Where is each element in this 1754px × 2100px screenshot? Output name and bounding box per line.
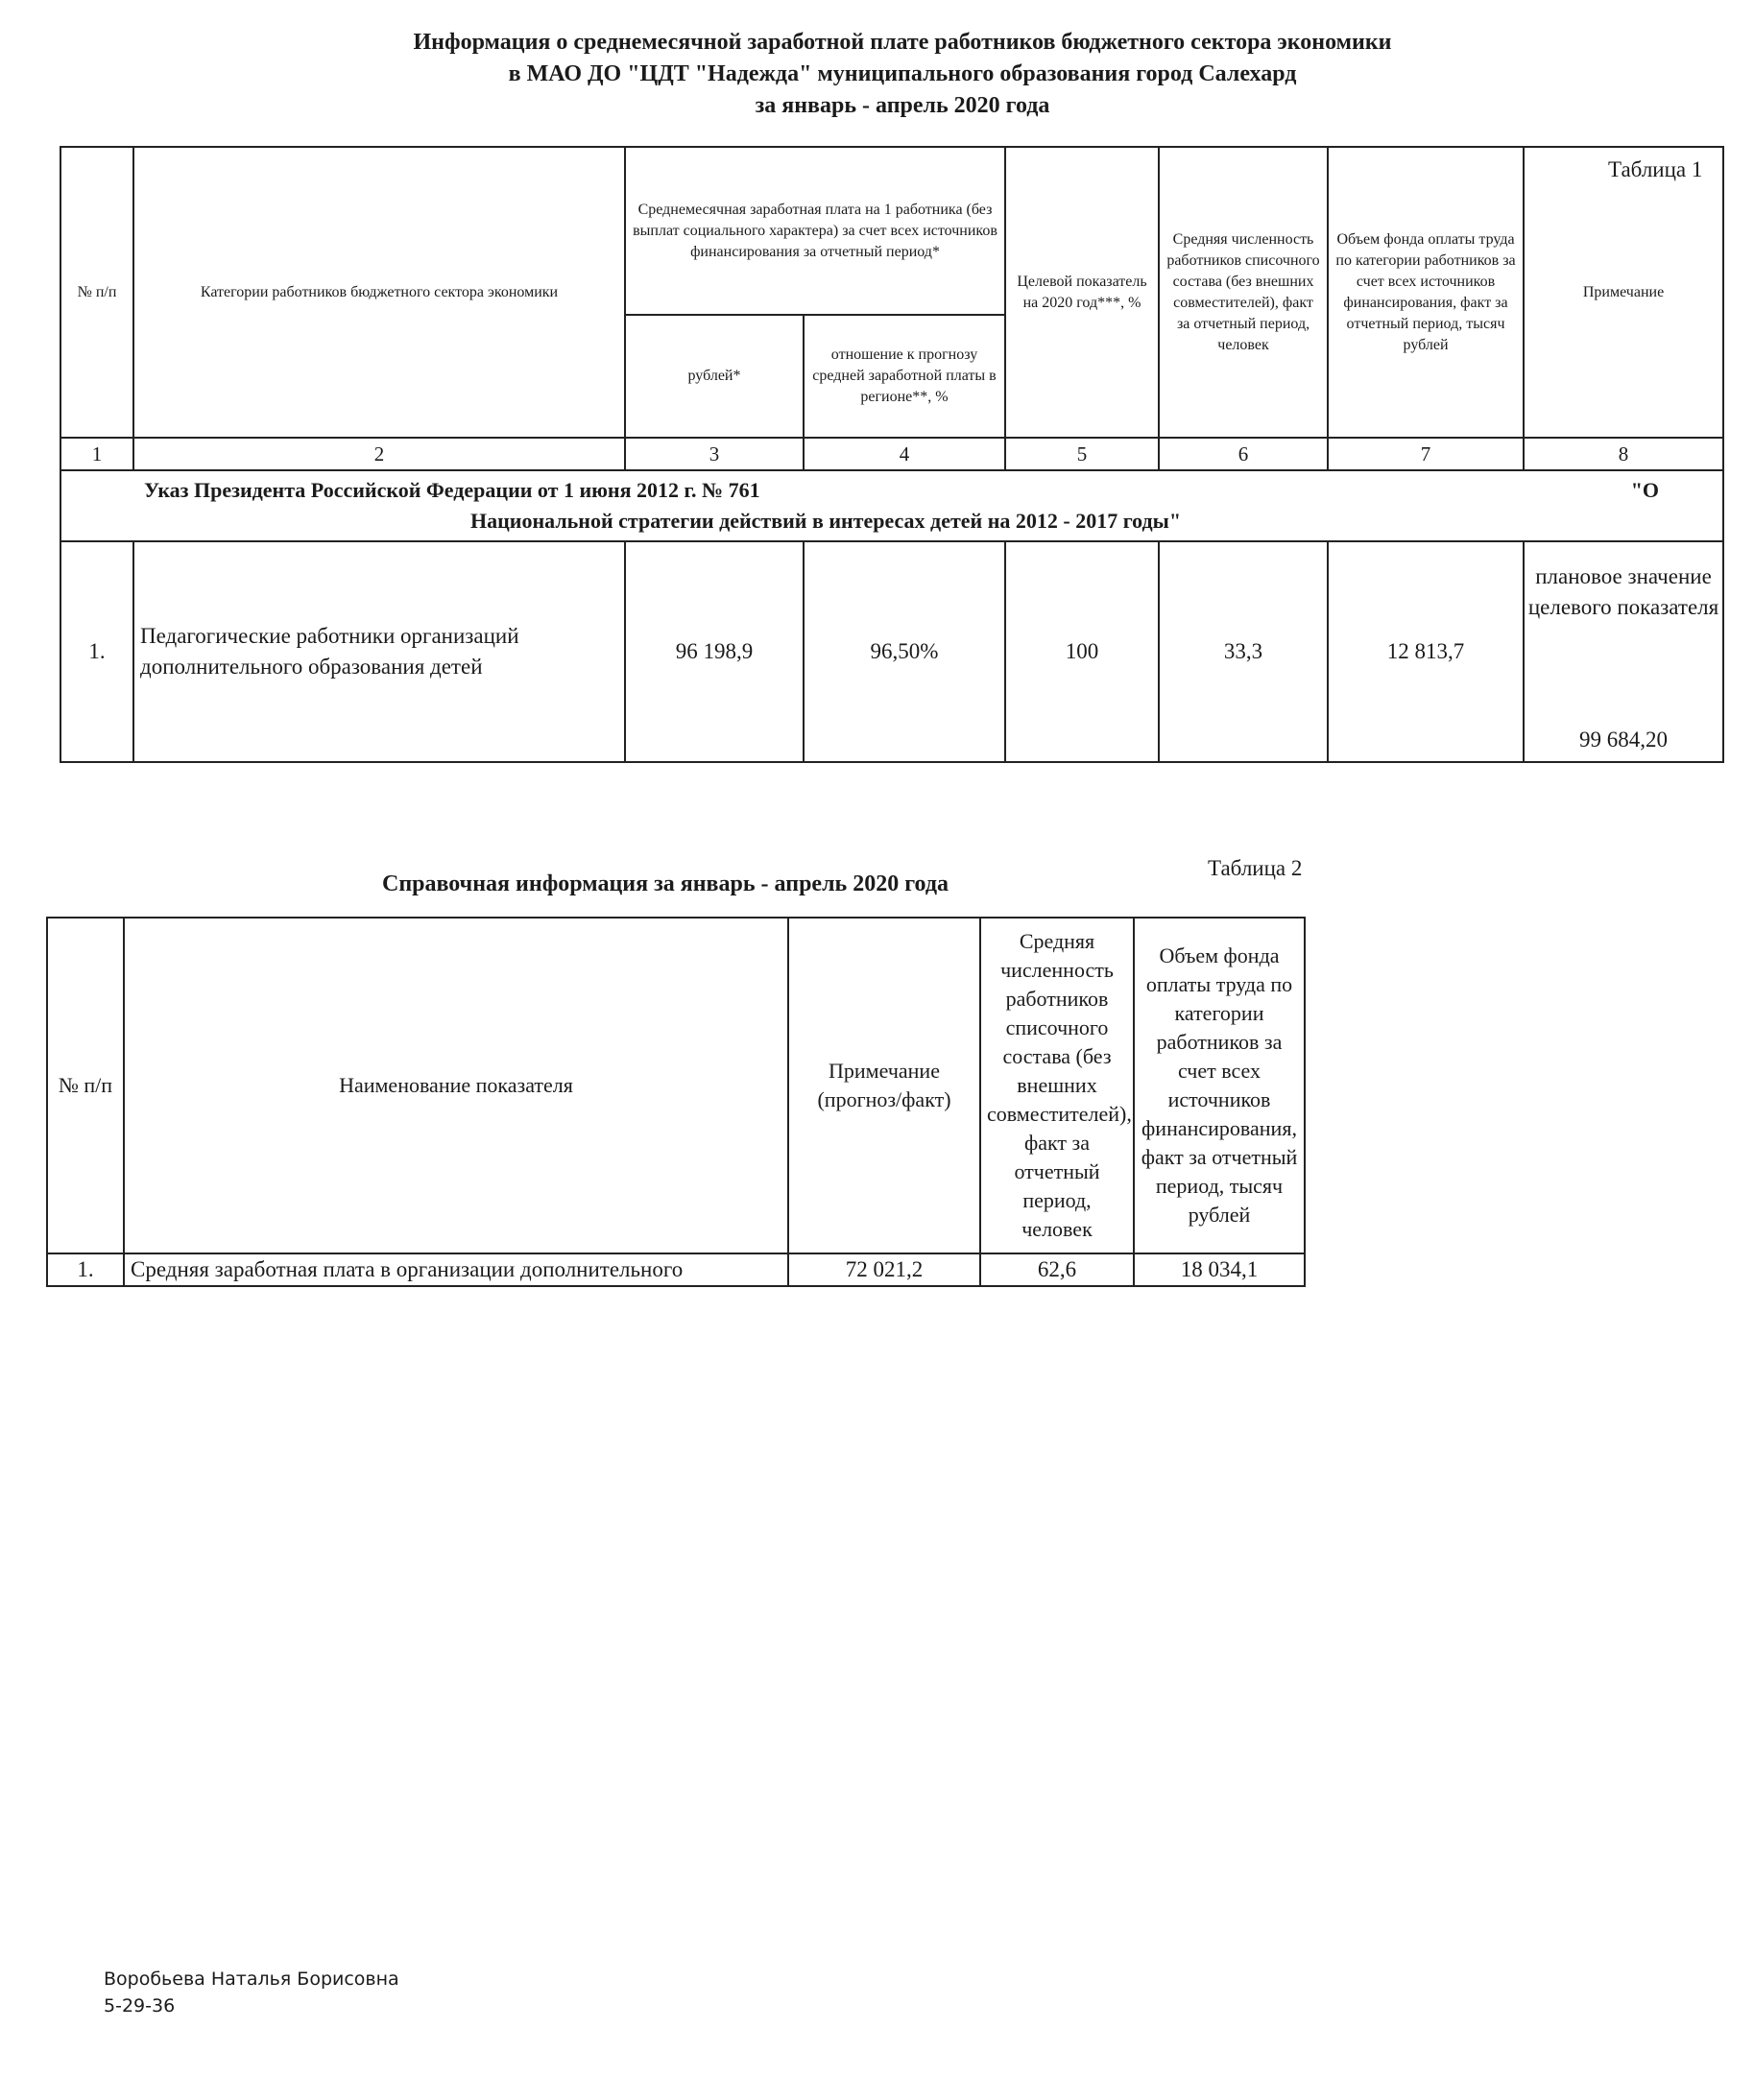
table2-header-headcount: Средняя численность работников списочного состава (без внешних совместителей), факт за отчетный период, человек [980,918,1134,1253]
table2-header-num: № п/п [47,918,124,1253]
footer-name: Воробьева Наталья Борисовна [104,1969,399,1990]
table2-label: Таблица 2 [1208,856,1303,880]
table1-header-ratio: отношение к прогнозу средней заработной платы в регионе**, % [804,315,1005,438]
row-ratio: 96,50% [804,541,1005,762]
table1-header-fund: Объем фонда оплаты труда по категории работников за счет всех источников финансирования, факт за отчетный период, тысяч рублей [1328,147,1524,438]
section-heading-line-2: Национальной стратегии действий в интересах детей на 2012 - 2017 годы" [470,509,1182,533]
row-target: 100 [1005,541,1159,762]
row-note-text: плановое значение целевого показателя [1527,564,1719,619]
table-row [47,1253,1305,1286]
col-number: 7 [1328,438,1524,470]
table1 [60,146,1724,763]
row-note-value: 99 684,20 [1579,728,1669,752]
document-title [278,27,1526,122]
col-number: 3 [625,438,804,470]
col-number: 4 [804,438,1005,470]
col-number: 6 [1159,438,1328,470]
table1-header-avg-salary: Среднемесячная заработная плата на 1 работника (без выплат социального характера) за счет всех источников финансирования за отчетный период* [625,147,1005,315]
footer-contact [104,1966,399,2019]
table1-section-row [60,470,1723,541]
table1-header-category: Категории работников бюджетного сектора экономики [133,147,625,438]
table1-header-num: № п/п [60,147,133,438]
row-note: 72 021,2 [788,1253,980,1286]
row-name: Средняя заработная плата в организации дополнительного [124,1253,788,1286]
table2-header-fund: Объем фонда оплаты труда по категории работников за счет всех источников финансирования, факт за отчетный период, тысяч рублей [1134,918,1305,1253]
row-fund: 18 034,1 [1134,1253,1305,1286]
col-number: 2 [133,438,625,470]
row-rubles: 96 198,9 [625,541,804,762]
footer-phone: 5-29-36 [104,1995,176,2016]
row-category: Педагогические работники организаций дополнительного образования детей [133,541,625,762]
table1-header-rubles: рублей* [625,315,804,438]
section-heading-tail: "О [1630,478,1660,502]
table1-header-headcount: Средняя численность работников списочного состава (без внешних совместителей), факт за отчетный период, человек [1159,147,1328,438]
row-note [1524,541,1723,762]
row-num: 1. [60,541,133,762]
row-fund: 12 813,7 [1328,541,1524,762]
table-row [60,541,1723,762]
row-num: 1. [47,1253,124,1286]
table1-header-row [60,147,1723,315]
table2-header-note: Примечание (прогноз/факт) [788,918,980,1253]
row-headcount: 33,3 [1159,541,1328,762]
col-number: 5 [1005,438,1159,470]
table1-header-note: Примечание [1524,147,1723,438]
row-headcount: 62,6 [980,1253,1134,1286]
col-number: 1 [60,438,133,470]
col-number: 8 [1524,438,1723,470]
table1-header-target: Целевой показатель на 2020 год***, % [1005,147,1159,438]
section-heading [60,470,1723,541]
table2-header-name: Наименование показателя [124,918,788,1253]
title-line-3: за январь - апрель 2020 года [755,93,1050,118]
table1-column-numbers [60,438,1723,470]
table2-title: Справочная информация за январь - апрель 2020 года [382,871,949,896]
table1-label: Таблица 1 [1608,157,1703,181]
title-line-2: в МАО ДО "ЦДТ "Надежда" муниципального образования город Салехард [508,61,1297,86]
table2-header-row [47,918,1305,1253]
title-line-1: Информация о среднемесячной заработной плате работников бюджетного сектора экономики [413,30,1392,55]
table2 [46,917,1306,1287]
section-heading-line-1: Указ Президента Российской Федерации от 1 июня 2012 г. № 761 [144,478,760,502]
